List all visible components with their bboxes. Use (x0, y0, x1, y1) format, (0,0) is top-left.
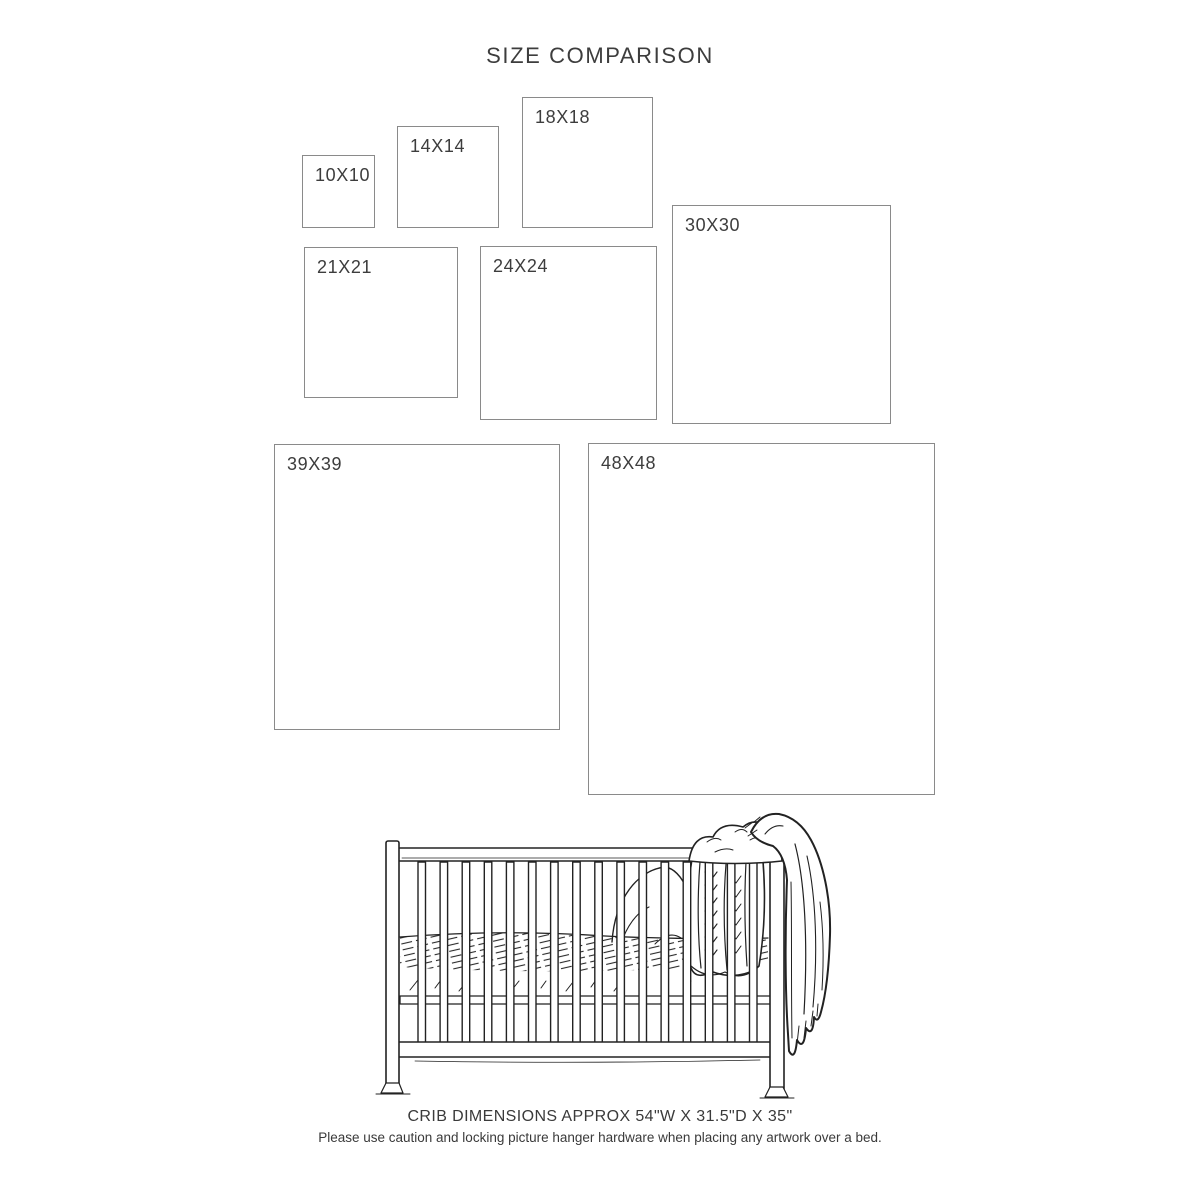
crib-dimensions-text: CRIB DIMENSIONS APPROX 54"W X 31.5"D X 35" (407, 1108, 793, 1125)
size-box-48x48 (588, 443, 935, 795)
size-box-14x14 (397, 126, 499, 228)
size-label: 10X10 (315, 165, 371, 185)
crib-illustration-icon (355, 810, 855, 1110)
size-label: 18X18 (535, 107, 591, 127)
caution-text: Please use caution and locking picture hanger hardware when placing any artwork over a bed. (318, 1130, 882, 1145)
size-box-24x24 (480, 246, 657, 420)
size-label: 21X21 (317, 257, 373, 277)
size-label: 39X39 (287, 454, 343, 474)
size-box-18x18 (522, 97, 653, 228)
page-title: SIZE COMPARISON (486, 43, 714, 68)
size-label: 48X48 (601, 453, 657, 473)
size-box-39x39 (274, 444, 560, 730)
size-label: 24X24 (493, 256, 549, 276)
size-box-21x21 (304, 247, 458, 398)
size-box-30x30 (672, 205, 891, 424)
size-box-10x10 (302, 155, 375, 228)
size-label: 30X30 (685, 215, 741, 235)
size-label: 14X14 (410, 136, 466, 156)
